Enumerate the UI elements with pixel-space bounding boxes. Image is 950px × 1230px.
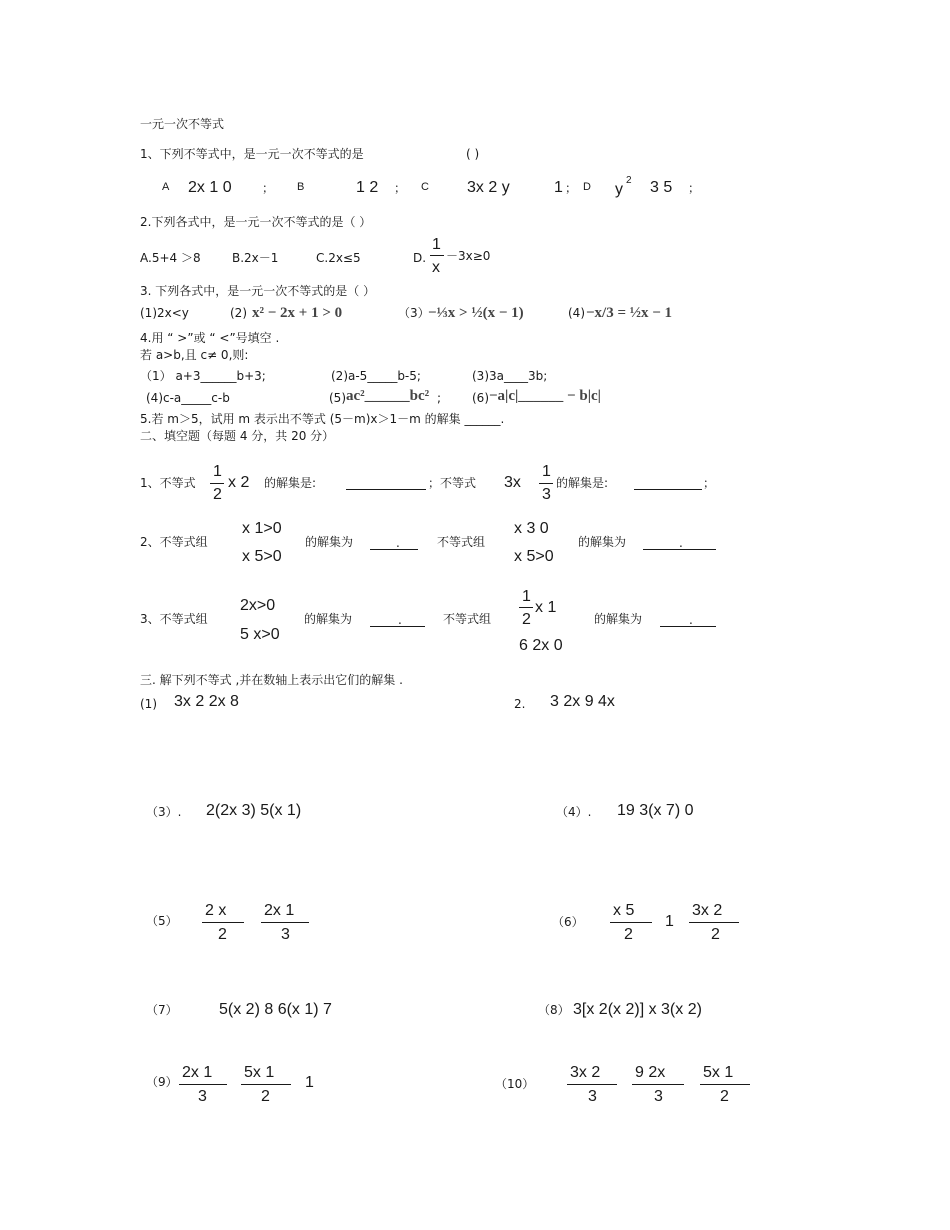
exercise-1-expr: 3x 2 2x 8	[174, 693, 239, 710]
exercise-5-numerator-2: 2x 1	[264, 902, 295, 919]
exercise-5-denominator-2: 3	[281, 926, 290, 943]
exercise-7-expr: 5(x 2) 8 6(x 1) 7	[219, 1001, 332, 1018]
q3-option-2-label: (2)	[230, 306, 247, 320]
exercise-2-expr: 3 2x 9 4x	[550, 693, 615, 710]
exercise-9-label: （9）	[146, 1075, 178, 1089]
fill-3b-denominator: 2	[522, 611, 531, 628]
fraction-bar	[241, 1084, 291, 1085]
fill-3b-line-2: 6 2x 0	[519, 637, 563, 654]
fill-1-label: 1、不等式	[140, 476, 196, 490]
fraction-bar	[202, 922, 244, 923]
section-2-header: 二、填空题（每题 4 分，共 20 分）	[140, 429, 335, 443]
q4-condition: 若 a>b,且 c≠ 0,则:	[140, 348, 249, 362]
answer-blank	[346, 489, 426, 490]
fill-1-mid: 的解集是:	[264, 476, 317, 490]
q2-option-a: A.5+4 ＞8	[140, 251, 201, 265]
fill-1b-denominator: 3	[542, 486, 551, 503]
q1-option-a-label: A	[162, 181, 170, 193]
exercise-5-label: （5）	[146, 914, 178, 928]
fill-2b-result-label: 的解集为	[578, 535, 627, 549]
fraction-bar	[632, 1084, 684, 1085]
fraction-bar	[567, 1084, 617, 1085]
blank-dot: .	[396, 536, 400, 550]
exercise-10-numerator-3: 5x 1	[703, 1064, 734, 1081]
q4-item-4: (4)c-a_____c-b	[146, 391, 230, 405]
fraction-bar	[179, 1084, 227, 1085]
fill-2a-result-label: 的解集为	[305, 535, 354, 549]
exercise-6-numerator-2: 3x 2	[692, 902, 723, 919]
q1-option-d-tail: 3 5	[650, 179, 673, 196]
exercise-1-label: (1)	[140, 697, 157, 711]
q3-option-3-expr: −⅓x > ½(x − 1)	[428, 305, 524, 321]
fill-3b-label: 不等式组	[443, 612, 492, 626]
q1-answer-paren: ( )	[466, 147, 480, 161]
fill-2b-label: 不等式组	[437, 535, 486, 549]
q1-option-b-expr: 1 2	[356, 179, 379, 196]
exercise-6-numerator-1: x 5	[613, 902, 635, 919]
q2-option-b: B.2x－1	[232, 251, 279, 265]
exercise-4-expr: 19 3(x 7) 0	[617, 802, 694, 819]
q1-stem: 1、下列不等式中，是一元一次不等式的是	[140, 147, 364, 161]
fraction-bar	[689, 922, 739, 923]
exercise-10-numerator-2: 9 2x	[635, 1064, 666, 1081]
q1-semicolon: ；	[262, 181, 275, 195]
fill-3b-line-1-tail: x 1	[535, 599, 557, 616]
answer-blank	[370, 549, 418, 550]
exercise-3-label: （3）.	[146, 805, 182, 819]
fill-3b-numerator: 1	[522, 588, 531, 605]
q1-option-d-expr: y	[615, 181, 623, 198]
fill-1b-lead: 3x	[504, 474, 521, 491]
q1-semicolon: ；	[565, 181, 578, 195]
fill-3-label: 3、不等式组	[140, 612, 208, 626]
exercise-10-denominator-2: 3	[654, 1088, 663, 1105]
q2-d-denominator: x	[432, 259, 440, 276]
exercise-3-expr: 2(2x 3) 5(x 1)	[206, 802, 302, 819]
exercise-10-denominator-3: 2	[720, 1088, 729, 1105]
exercise-7-label: （7）	[146, 1003, 178, 1017]
fill-3a-line-2: 5 x>0	[240, 626, 280, 643]
q3-option-1: (1)2x<y	[140, 306, 189, 320]
q5-text: 5.若 m＞5，试用 m 表示出不等式 (5－m)x＞1－m 的解集 ______.	[140, 412, 505, 426]
fill-1b-end: 的解集是:	[556, 476, 609, 490]
fill-3a-result-label: 的解集为	[304, 612, 353, 626]
fraction-bar	[700, 1084, 750, 1085]
q3-option-2-expr: x² − 2x + 1 > 0	[252, 305, 343, 321]
q2-option-c: C.2x≤5	[316, 251, 361, 265]
fill-1-tail: x 2	[228, 474, 250, 491]
exercise-9-numerator-1: 2x 1	[182, 1064, 213, 1081]
fill-1-denominator: 2	[213, 486, 222, 503]
exercise-6-denominator-1: 2	[624, 926, 633, 943]
q1-option-c-tail: 1	[554, 179, 563, 196]
fraction-bar	[519, 607, 533, 608]
q2-option-d-label: D.	[413, 251, 427, 265]
fraction-bar	[430, 255, 444, 256]
q2-d-numerator: 1	[432, 236, 441, 253]
q1-option-b-label: B	[297, 181, 305, 193]
q3-option-3-label: （3）	[398, 306, 430, 320]
exercise-9-tail: 1	[305, 1074, 314, 1091]
q3-stem: 3. 下列各式中，是一元一次不等式的是（ ）	[140, 284, 376, 298]
q4-stem: 4.用 “ >”或 “ <”号填空 .	[140, 331, 280, 345]
exercise-8-label: （8）	[538, 1003, 570, 1017]
exercise-9-denominator-2: 2	[261, 1088, 270, 1105]
exercise-9-numerator-2: 5x 1	[244, 1064, 275, 1081]
fraction-bar	[539, 483, 553, 484]
q2-stem: 2.下列各式中，是一元一次不等式的是（ ）	[140, 215, 372, 229]
exercise-10-denominator-1: 3	[588, 1088, 597, 1105]
q1-option-c-label: C	[421, 181, 429, 193]
fill-2b-line-1: x 3 0	[514, 520, 549, 537]
answer-blank	[660, 626, 716, 627]
q4-item-1: （1） a+3______b+3;	[140, 369, 266, 383]
q1-option-d-exponent: 2	[626, 175, 632, 186]
q4-item-3: (3)3a____3b;	[472, 369, 548, 383]
fraction-bar	[210, 483, 224, 484]
q1-semicolon: ；	[688, 181, 701, 195]
q1-semicolon: ；	[394, 181, 407, 195]
fill-2a-line-2: x 5>0	[242, 548, 282, 565]
exercise-8-expr: 3[x 2(x 2)] x 3(x 2)	[573, 1001, 702, 1018]
fill-3a-line-1: 2x>0	[240, 597, 276, 614]
q2-option-d-tail: －3x≥0	[446, 249, 491, 263]
fill-2-label: 2、不等式组	[140, 535, 208, 549]
fill-1-numerator: 1	[213, 463, 222, 480]
q4-item-6-label: (6)	[472, 391, 489, 405]
blank-dot: .	[679, 536, 683, 550]
fill-3b-result-label: 的解集为	[594, 612, 643, 626]
q1-option-d-label: D	[583, 181, 591, 193]
exercise-9-denominator-1: 3	[198, 1088, 207, 1105]
q1-option-c-expr: 3x 2 y	[467, 179, 510, 196]
exercise-6-middle: 1	[665, 913, 674, 930]
blank-dot: .	[689, 613, 693, 627]
q4-item-5-expr: ac²______bc²	[346, 388, 430, 404]
fill-1-separator: ；不等式	[428, 476, 477, 490]
exercise-2-label: 2.	[514, 697, 526, 711]
answer-blank	[634, 489, 702, 490]
exercise-5-numerator-1: 2 x	[205, 902, 227, 919]
q4-item-2: (2)a-5_____b-5;	[331, 369, 421, 383]
q4-item-5-tail: ;	[437, 391, 442, 405]
blank-dot: .	[398, 613, 402, 627]
section-3-header: 三. 解下列不等式 ,并在数轴上表示出它们的解集 .	[140, 673, 403, 687]
exercise-6-denominator-2: 2	[711, 926, 720, 943]
q4-item-6-expr: −a|c|______ − b|c|	[489, 388, 601, 404]
q3-option-4-expr: −x/3 = ½x − 1	[586, 305, 673, 321]
q1-option-a-expr: 2x 1 0	[188, 179, 232, 196]
fill-2b-line-2: x 5>0	[514, 548, 554, 565]
exercise-10-label: （10）	[495, 1077, 535, 1091]
exercise-4-label: （4）.	[556, 805, 592, 819]
exercise-10-numerator-1: 3x 2	[570, 1064, 601, 1081]
fill-1b-numerator: 1	[542, 463, 551, 480]
fraction-bar	[261, 922, 309, 923]
fraction-bar	[610, 922, 652, 923]
page-title: 一元一次不等式	[140, 117, 225, 131]
fill-1-semicolon: ；	[703, 476, 716, 490]
exercise-5-denominator-1: 2	[218, 926, 227, 943]
exercise-6-label: （6）	[552, 915, 584, 929]
q4-item-5-label: (5)	[329, 391, 346, 405]
q3-option-4-label: (4)	[568, 306, 585, 320]
fill-2a-line-1: x 1>0	[242, 520, 282, 537]
